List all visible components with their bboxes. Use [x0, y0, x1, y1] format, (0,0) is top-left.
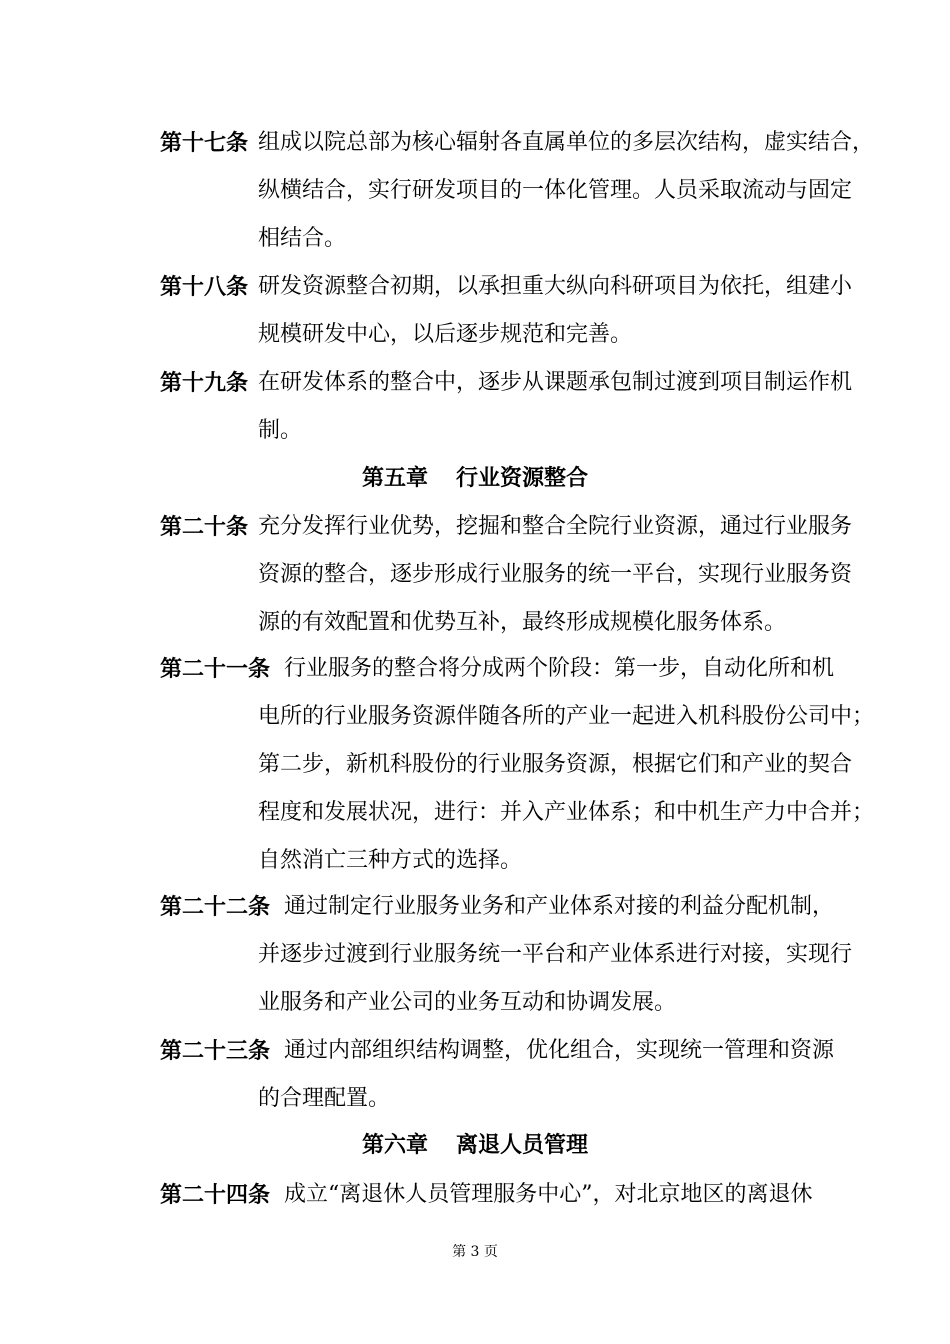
article-23: [160, 1027, 880, 1123]
chapter-number: 第六章: [361, 1132, 428, 1158]
article-text: 规模研发中心，以后逐步规范和完善。: [258, 322, 633, 347]
article-number: 第二十一条: [160, 656, 271, 682]
article-22: [160, 883, 880, 1027]
article-17: [160, 119, 880, 263]
article-21: [160, 645, 880, 885]
article-text: 程度和发展状况，进行：并入产业体系；和中机生产力中合并；: [258, 800, 875, 825]
article-text: 并逐步过渡到行业服务统一平台和产业体系进行对接，实现行: [258, 942, 853, 967]
article-text: 研发资源整合初期，以承担重大纵向科研项目为依托，组建小: [258, 274, 853, 299]
page-number: 第 3 页: [452, 1244, 498, 1260]
article-text: 业服务和产业公司的业务互动和协调发展。: [258, 990, 677, 1015]
article-text: 行业服务的整合将分成两个阶段：第一步，自动化所和机: [284, 656, 835, 681]
article-number: 第十九条: [160, 370, 249, 396]
article-text: 充分发挥行业优势，挖掘和整合全院行业资源，通过行业服务: [258, 514, 853, 539]
article-number: 第十七条: [160, 130, 249, 156]
article-text: 第二步，新机科股份的行业服务资源，根据它们和产业的契合: [258, 752, 853, 777]
chapter-heading-6: [0, 1121, 950, 1169]
article-number: 第二十三条: [160, 1038, 271, 1064]
article-text: 资源的整合，逐步形成行业服务的统一平台，实现行业服务资: [258, 562, 853, 587]
chapter-title: 行业资源整合: [456, 465, 589, 491]
article-number: 第二十条: [160, 514, 249, 540]
article-text: 制。: [258, 418, 303, 443]
article-text: 自然消亡三种方式的选择。: [258, 848, 523, 873]
article-text: 成立“离退休人员管理服务中心”，对北京地区的离退休: [284, 1182, 813, 1207]
article-text: 在研发体系的整合中，逐步从课题承包制过渡到项目制运作机: [258, 370, 853, 395]
article-text: 电所的行业服务资源伴随各所的产业一起进入机科股份公司中；: [258, 704, 875, 729]
article-20: [160, 503, 880, 647]
article-text: 源的有效配置和优势互补，最终形成规模化服务体系。: [258, 610, 787, 635]
article-18: [160, 263, 880, 359]
chapter-heading-5: [0, 454, 950, 502]
article-19: [160, 359, 880, 455]
article-text: 通过制定行业服务业务和产业体系对接的利益分配机制，: [284, 894, 835, 919]
article-text: 组成以院总部为核心辐射各直属单位的多层次结构，虚实结合，: [258, 130, 875, 155]
article-24: [160, 1171, 880, 1219]
article-number: 第十八条: [160, 274, 249, 300]
article-number: 第二十二条: [160, 894, 271, 920]
article-text: 纵横结合，实行研发项目的一体化管理。人员采取流动与固定: [258, 178, 853, 203]
article-text: 相结合。: [258, 226, 347, 251]
chapter-title: 离退人员管理: [456, 1132, 589, 1158]
article-number: 第二十四条: [160, 1182, 271, 1208]
article-text: 通过内部组织结构调整，优化组合，实现统一管理和资源: [284, 1038, 835, 1063]
chapter-number: 第五章: [361, 465, 428, 491]
article-text: 的合理配置。: [258, 1086, 391, 1111]
